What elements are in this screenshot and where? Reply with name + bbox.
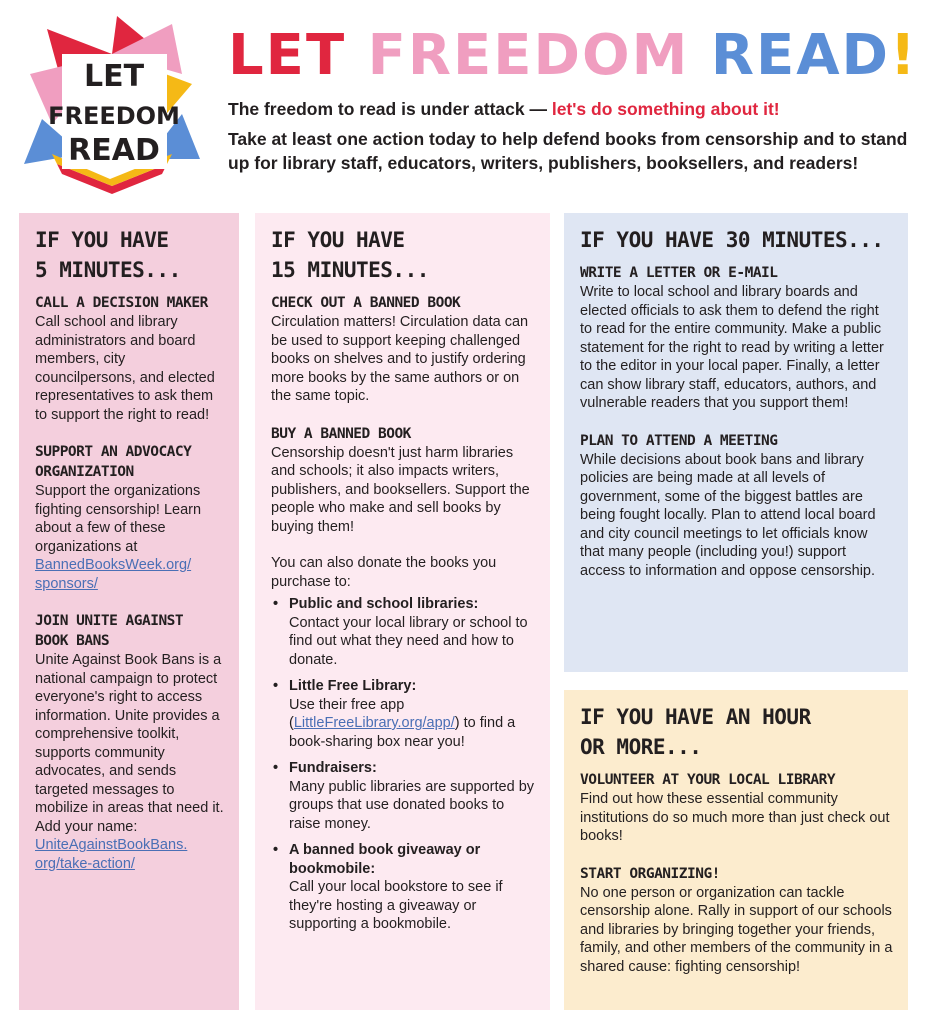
section-title: VOLUNTEER AT YOUR LOCAL LIBRARY (580, 772, 836, 788)
section-title: JOIN UNITE AGAINST BOOK BANS (35, 613, 184, 649)
section-title: CALL A DECISION MAKER (35, 295, 208, 311)
panel-heading: IF YOU HAVE 15 MINUTES... (271, 228, 429, 282)
list-item: • Public and school libraries: Contact your local library or school to find out what they need and how to donate. (271, 595, 535, 669)
list-item: • A banned book giveaway or bookmobile: Call your local bookstore to see if they're hosting a giveaway or supporting a bookmobile. (271, 841, 535, 934)
panel-30-minutes (564, 213, 908, 672)
section-body: Support the organizations fighting censorship! Learn about a few of these organizations at BannedBooksWeek.org/ sponsors/ (35, 483, 202, 592)
intro-text: Take at least one action today to help defend books from censorship and to stand up for library staff, educators, writers, publishers, booksellers, and readers! (228, 129, 908, 173)
panel-heading: IF YOU HAVE AN HOUR OR MORE... (580, 705, 811, 759)
title-word-let: LET (228, 23, 347, 88)
svg-text:FREEDOM: FREEDOM (48, 102, 180, 130)
title-word-freedom: FREEDOM (367, 23, 690, 88)
section-body: Unite Against Book Bans is a national campaign to protect everyone's right to access information. Unite provides a comprehensive toolkit, supports community advocates, and sends targeted messages to mobilize in areas that need it. Add your name: UniteAgainstBookBans. org/take-action/ (35, 652, 224, 872)
section-body: Write to local school and library boards and elected officials to ask them to defend the right to read for the entire community. Make a public statement for the right to read by writing a letter to the editor in your local paper. Finally, a letter can show library staff, educators, authors, and vulnerable readers that you support them! (580, 284, 884, 411)
panel-5-minutes (19, 213, 239, 1010)
section-title: CHECK OUT A BANNED BOOK (271, 295, 461, 311)
subtitle (228, 99, 780, 120)
section-title: WRITE A LETTER OR E-MAIL (580, 265, 778, 281)
uniteagainstbookbans-link[interactable]: UniteAgainstBookBans. org/take-action/ (35, 837, 188, 872)
section-body: Circulation matters! Circulation data can be used to support keeping challenged books on shelves and to justify ordering more books by the same authors or on the same topic. (271, 314, 529, 404)
title-word-read: READ (710, 23, 891, 88)
panel-heading: IF YOU HAVE 5 MINUTES... (35, 228, 181, 282)
donate-intro: You can also donate the books you purchase to: (271, 555, 497, 590)
section-title: PLAN TO ATTEND A MEETING (580, 432, 778, 449)
list-item: • Fundraisers: Many public libraries are supported by groups that use donated books to raise money. (271, 759, 535, 833)
svg-text:READ: READ (68, 133, 160, 168)
subtitle-part2: let's do something about it! (551, 99, 780, 119)
section-body: Find out how these essential community institutions do so much more than just check out books! (580, 791, 890, 844)
panel-hour-or-more (564, 690, 908, 1010)
title-exclamation: ! (890, 23, 918, 88)
section-title: BUY A BANNED BOOK (271, 425, 411, 442)
svg-text:LET: LET (83, 59, 145, 94)
panel-heading: IF YOU HAVE 30 MINUTES... (580, 228, 884, 252)
bannedbooksweek-link[interactable]: BannedBooksWeek.org/ sponsors/ (35, 557, 192, 592)
let-freedom-read-logo (22, 14, 202, 194)
section-body: While decisions about book bans and library policies are being made at all levels of government, some of the biggest battles are being fought locally. Plan to attend local board and city council meetings to let officials know that many people (including you!) support access to information and oppose censorship. (580, 451, 876, 579)
section-body: No one person or organization can tackle censorship alone. Rally in support of our schools and libraries by bringing together your friends, family, and other members of the community in a shared cause: fighting censorship! (580, 884, 893, 975)
section-body: Censorship doesn't just harm libraries and schools; it also impacts writers, publishers, and booksellers. Support the people who make and sell books by buying them! (271, 444, 530, 535)
list-item: • Little Free Library: Use their free app (LittleFreeLibrary.org/app/) to find a book-sharing box near you! (271, 677, 535, 751)
section-title: SUPPORT AN ADVOCACY ORGANIZATION (35, 444, 192, 480)
littlefreelibrary-link[interactable]: LittleFreeLibrary.org/app/ (293, 715, 455, 731)
panel-15-minutes (255, 213, 550, 1010)
donate-list (271, 595, 535, 934)
section-body: Call school and library administrators and board members, city councilpersons, and elected representatives to ask them to support the right to read! (35, 314, 215, 423)
section-title: START ORGANIZING! (580, 865, 720, 882)
subtitle-part1: The freedom to read is under attack — (228, 99, 552, 119)
page-title (228, 16, 918, 96)
